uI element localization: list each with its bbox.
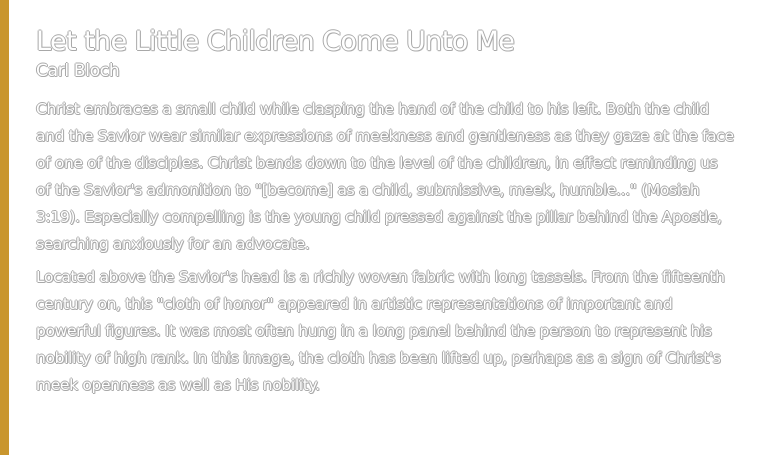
description-paragraph-1: Christ embraces a small child while clasping the hand of the child to his left. Both the child and the Savior wear similar expressions of meekness and gentleness as they gaze at the face of one of the disciples. Christ bends down to the level of the children, in effect reminding us of the Savior's admonition to "[become] as a child, submissive, meek, humble..." (Mosiah 3:19). Especially compelling is the young child pressed against the pillar behind the Apostle, searching anxiously for an advocate. bbox=[36, 100, 734, 253]
artist-name: Carl Bloch bbox=[36, 61, 120, 81]
accent-bar bbox=[0, 0, 9, 455]
content-area bbox=[36, 24, 736, 405]
description-paragraph-2: Located above the Savior's head is a richly woven fabric with long tassels. From the fifteenth century on, this "cloth of honor" appeared in artistic representations of important and powerful figures. It was most often hung in a long panel behind the person to represent his nobility of high rank. In this image, the cloth has been lifted up, perhaps as a sign of Christ's meek openness as well as His nobility. bbox=[36, 268, 725, 394]
artwork-title: Let the Little Children Come Unto Me bbox=[36, 26, 515, 57]
